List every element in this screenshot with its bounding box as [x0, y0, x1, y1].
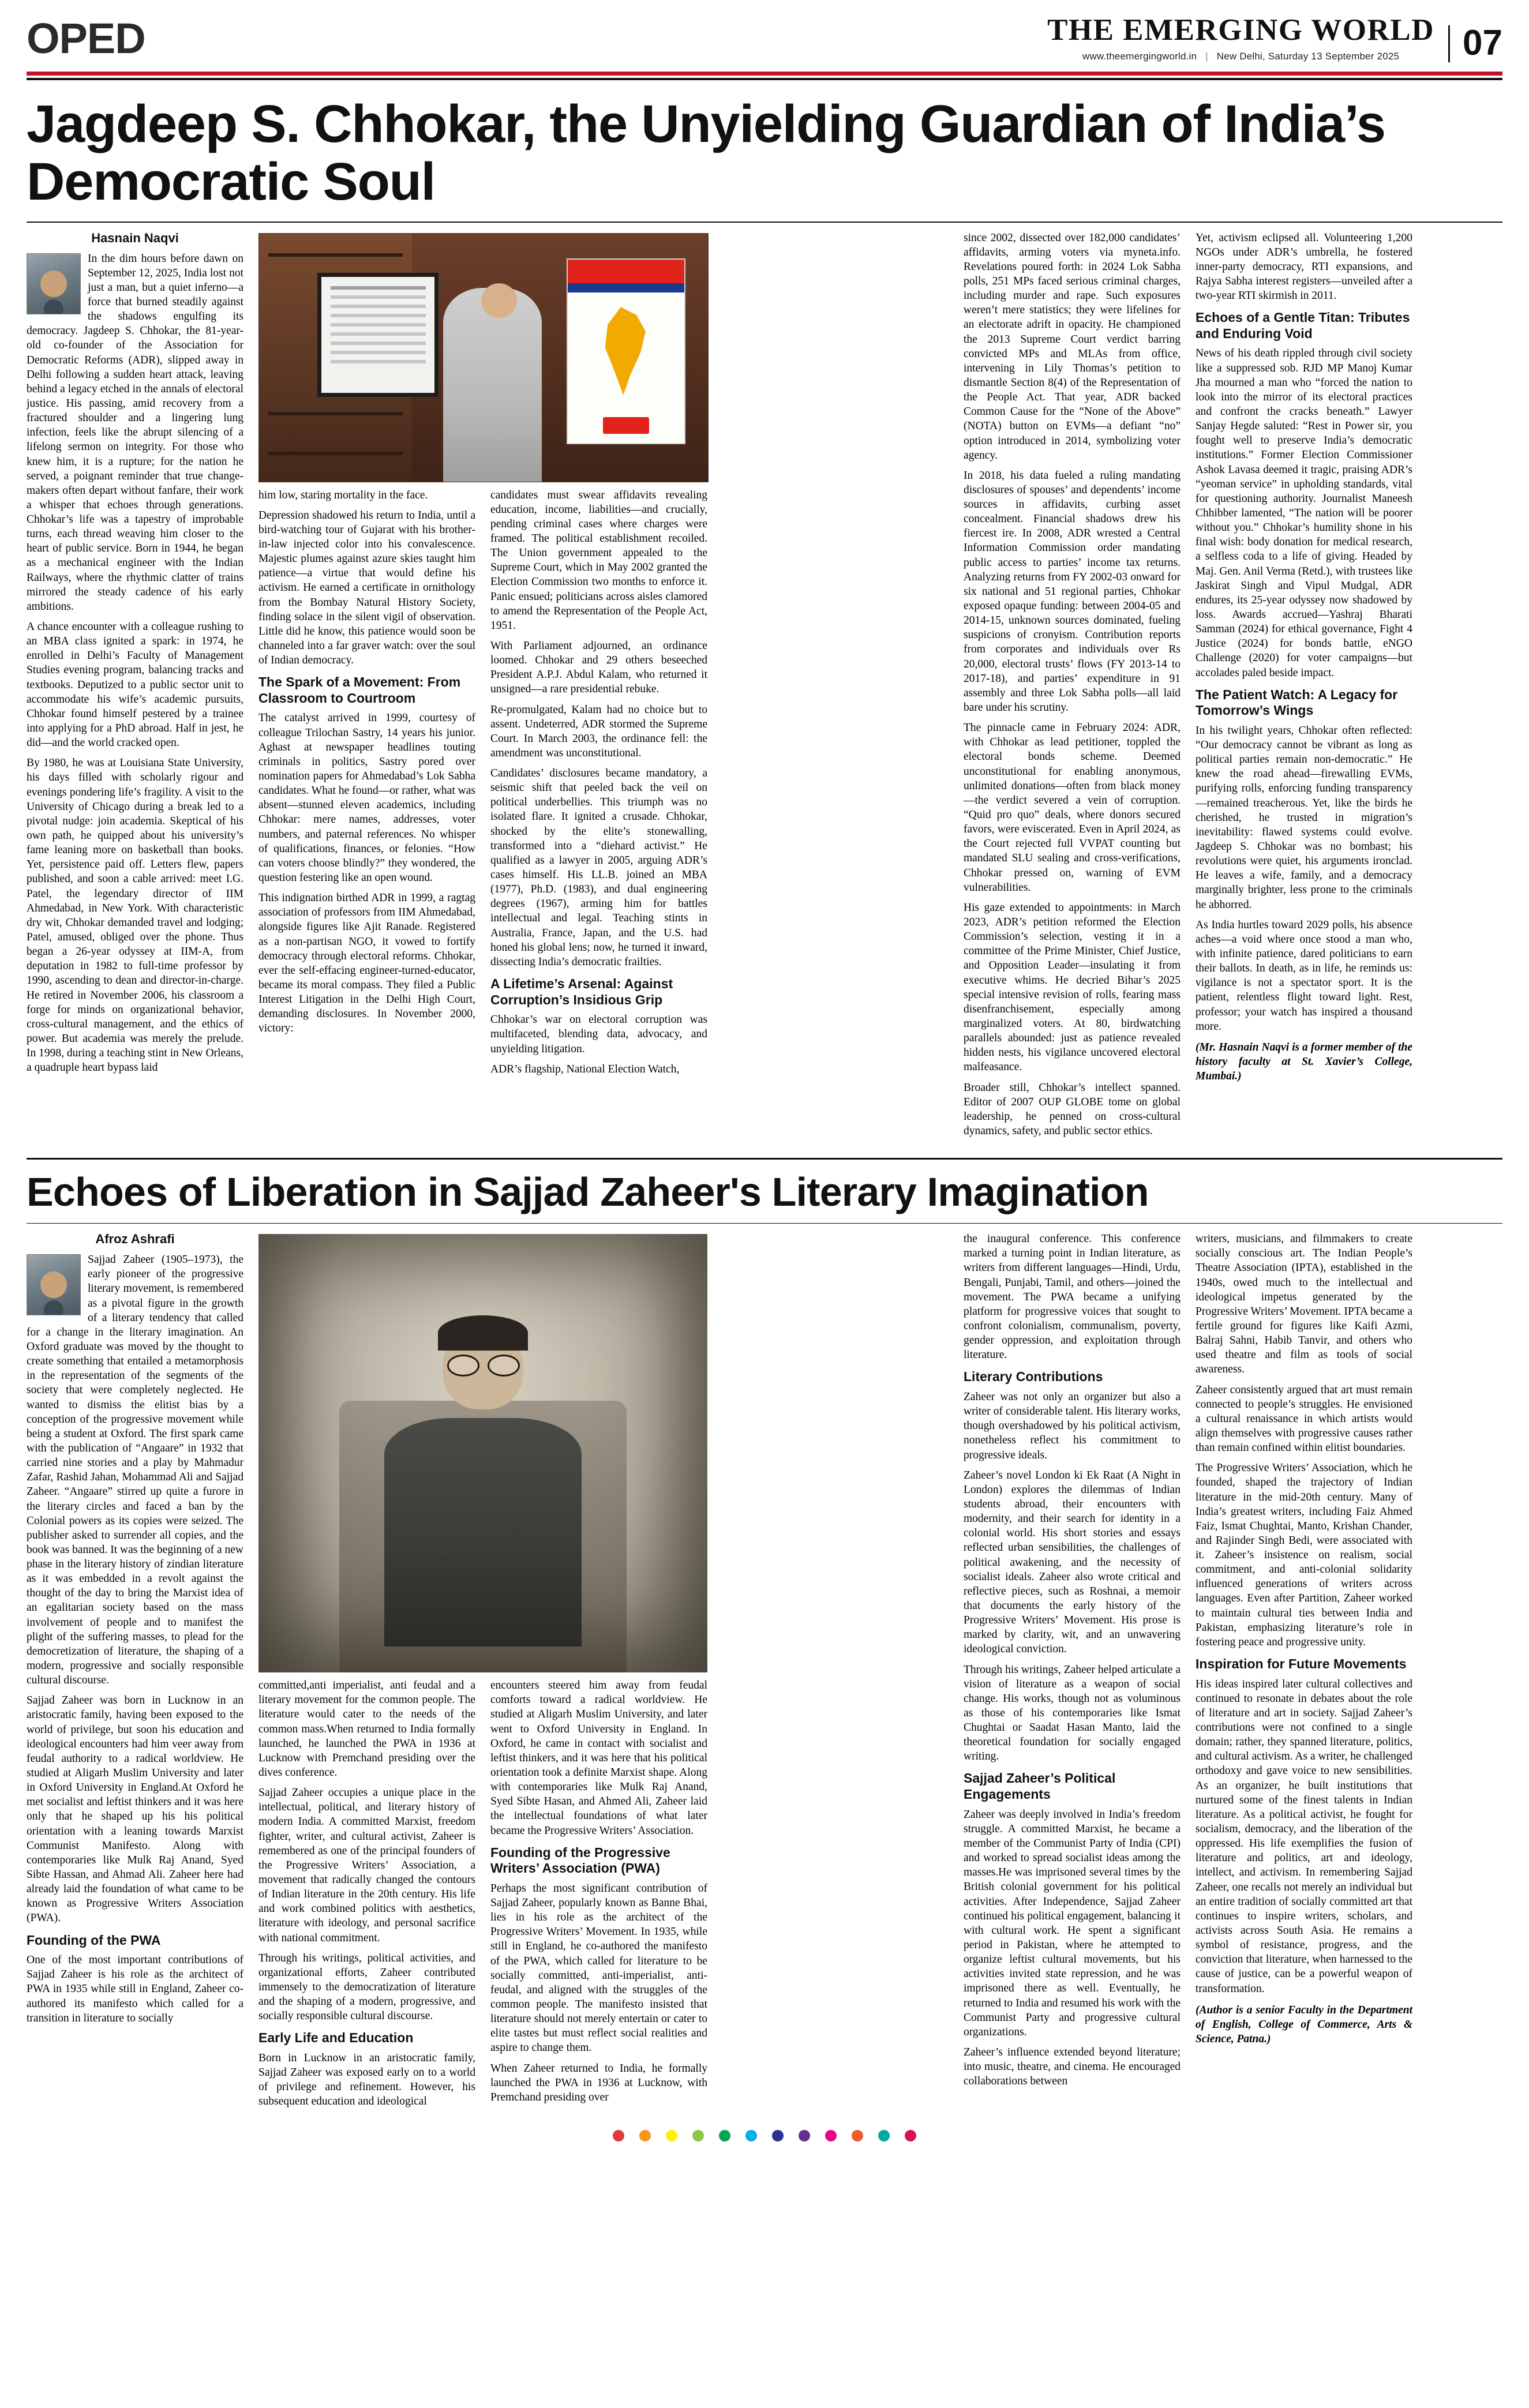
article1-author-note: (Mr. Hasnain Naqvi is a former member of the history faculty at St. Xavier’s College, Mumbai.) — [1196, 1041, 1412, 1082]
registration-dot — [692, 2130, 704, 2141]
article2-author-note: (Author is a senior Faculty in the Department of English, College of Commerce, Arts & Science, Patna.) — [1196, 2004, 1412, 2046]
article2-subhead-political: Sajjad Zaheer’s Political Engagements — [964, 1771, 1116, 1802]
paragraph: Yet, activism eclipsed all. Volunteering 1,200 NGOs under ADR’s umbrella, he fostered inner-party democracy, RTI expansions, and Rajya Sabha interest registers—unveiled after a two-year RTI skirmish in 2011. — [1196, 231, 1412, 302]
paragraph: A chance encounter with a colleague rushing to an MBA class ignited a spark: in 1974, he enrolled in Delhi’s Faculty of Management Studies evening program, balancing tracks and textbooks. Deputized to a public sector unit to accommodate his wife’s academic pursuits, Chhokar found himself pestered by a trainee into applying for a PhD abroad. Half in jest, he did—and the world cracked open. — [27, 621, 243, 749]
paragraph: Re-promulgated, Kalam had no choice but to assent. Undeterred, ADR stormed the Supreme Court. In March 2003, the ordinance fell: the amendment was unconstitutional. — [490, 703, 707, 759]
article2-byline: Afroz Ashrafi — [95, 1232, 175, 1247]
paragraph: the inaugural conference. This conference marked a turning point in Indian literature, as writers from different languages—Hindi, Urdu, Bengali, Punjabi, Tamil, and others—joined the movement. The PWA became a unifying platform for progressive voices that sought to confront colonialism, communalism, poverty, gender oppression, and exploitation through literature. — [964, 1233, 1181, 1361]
registration-dot — [878, 2130, 890, 2141]
registration-dot — [772, 2130, 784, 2141]
registration-dot — [825, 2130, 837, 2141]
paragraph: Broader still, Chhokar’s intellect spanned. Editor of 2007 OUP GLOBE tome on global leadership, he penned on cross-cultural dynamics, safety, and public sector ethics. — [964, 1081, 1181, 1137]
paragraph: Chhokar’s war on electoral corruption was multifaceted, blending data, advocacy, and unyielding litigation. — [490, 1014, 707, 1055]
paragraph: With Parliament adjourned, an ordinance loomed. Chhokar and 29 others beseeched President A.P.J. Abdul Kalam, who returned it unsigned—a rare presidential rebuke. — [490, 639, 707, 696]
article2-subhead-literary: Literary Contributions — [964, 1369, 1103, 1385]
article2-subhead-inspiration: Inspiration for Future Movements — [1196, 1656, 1407, 1672]
article1-headline: Jagdeep S. Chhokar, the Unyielding Guardian of India’s Democratic Soul — [27, 95, 1385, 212]
author-portrait — [27, 1254, 81, 1315]
article1-column-5 — [1196, 231, 1412, 1090]
article2-column-3 — [490, 1678, 707, 2110]
paper-website[interactable]: www.theemergingworld.in — [1082, 51, 1197, 62]
author-portrait — [27, 253, 81, 314]
paragraph: Perhaps the most significant contribution of Sajjad Zaheer, popularly known as Banne Bhai, lies in his role as the architect of the Progressive Writers’ Movement. In 1935, while still in England, he co-authored the manifesto of the PWA, which called for literature to be socially committed, anti-imperialist, anti-feudal, and aligned with the struggles of the common people. The manifesto insisted that literature should not merely entertain or cater to elite tastes but must reflect social realities and aspire to change them. — [490, 1882, 707, 2054]
paper-title: THE EMERGING WORLD — [1047, 13, 1435, 47]
paragraph: The catalyst arrived in 1999, courtesy of colleague Trilochan Sastry, 14 years his junior. Aghast at newspaper headlines touting criminals in politics, Sastry pored over nomination papers for Ahmedabad’s Lok Sabha candidates. What he found—or rather, what was absent—stunned eleven academics, including Chhokar: mere names, addresses, voter numbers, and paternal references. No whisper of qualifications, finances, or felonies. “How can voters choose blindly?” they wondered, the question festering like an open wound. — [258, 712, 475, 884]
paragraph: Through his writings, Zaheer helped articulate a vision of literature as a weapon of social change. His works, though not as voluminous as those of his contemporaries like Ismat Chughtai or Saadat Hasan Manto, laid the theoretical foundation for socially engaged writing. — [964, 1663, 1181, 1763]
article2-subhead-founding-pwa: Founding of the PWA — [27, 1932, 161, 1948]
paragraph: News of his death rippled through civil society like a suppressed sob. RJD MP Manoj Kumar Jha mourned a man who “forced the nation to look into the mirror of its electoral practices and confront the cracks beneath.” Lawyer Sanjay Hegde saluted: “Rest in Power sir, you fought well to preserve India’s democratic institutions.” Former Election Commissioner Ashok Lavasa deemed it tragic, praising ADR’s “yeoman service” in upholding standards, vital for questioning authority. Journalist Maneesh Chhibber lamented, “The nation will be poorer without you.” Chhokar’s humility shone in his final wish: body donation for medical research, a selfless coda to a life of giving. Headed by Maj. Gen. Anil Verma (Retd.), with trustees like Jaskirat Singh and Vipul Mudgal, ADR endures, its 25-year odyssey now shadowed by loss. Awards accrued—Yashraj Bharati Samman (2024) for ethical governance, Fight 4 Justice (2024) for bonds battle, eNGO Challenge (2020) for voter campaigns—but accolades paled beside impact. — [1196, 347, 1412, 679]
paragraph: candidates must swear affidavits revealing education, income, liabilities—and crucially, pending criminal cases where charges were framed. The political establishment recoiled. The Union government appealed to the Supreme Court, which in May 2002 granted the Election Commission two months to enforce it. Panic ensued; politicians across aisles clamored to amend the Representation of the People Act, 1951. — [490, 489, 707, 632]
masthead-red-rule — [27, 72, 1502, 76]
article2-column-4 — [964, 1232, 1181, 2094]
paragraph: Zaheer was not only an organizer but also a writer of considerable talent. His literary works, though overshadowed by his political activism, nonetheless reflect his commitment to progressive ideals. — [964, 1390, 1181, 1461]
article1-subhead-legacy: The Patient Watch: A Legacy for Tomorrow’s Wings — [1196, 687, 1398, 718]
paragraph: Sajjad Zaheer (1905–1973), the early pioneer of the progressive literary movement, is remembered as a pivotal figure in the growth of a literary tendency that called for a change in the literary imagination. An Oxford graduate was moved by the thought to create something that entailed a metamorphosis in the representation of the segments of the society that were completely neglected. He wanted to dismiss the elitist bias by a conception of the progressive movement while being a student at Oxford. The first spark came with the publication of “Angaare” in 1932 that carried nine stories and a play by Mahmadur Zafar, Rashid Jahan, Mohammad Ali and Sajjad Zaheer. “Angaare” stirred up quite a furore in the literary circles and faced a ban by the Colonial powers as its copies were seized. The publisher asked to surrender all copies, and the book was banned. It was the beginning of a new phase in the literary history of zindian literature as it was embedded in a revolt against the thought of the day to bring the Marxist idea of an egalitarian society based on the mass involvement of people and to manifest the plight of the suffering masses, to plead for the democretization of literature, the shaping of a modern, progressive and socially responsible cultural discourse. — [27, 1254, 243, 1687]
article1-column-2 — [258, 488, 475, 1042]
paragraph: committed,anti imperialist, anti feudal and a literary movement for the common people. The literature would cater to the needs of the common mass.When returned to India formally launched, he launched the PWA in 1936 at Lucknow with Premchand presiding over the dives conference. — [258, 1679, 475, 1779]
registration-dot — [719, 2130, 730, 2141]
paragraph: since 2002, dissected over 182,000 candidates’ affidavits, arming voters via myneta.info. Revelations poured forth: in 2024 Lok Sabha polls, 251 MPs faced serious criminal charges, including murder and rape. Such exposures weren’t mere statistics; they were lifelines for an electorate adrift in opacity. He championed the 2013 Supreme Court verdict barring convicted MPs and MLAs from office, intervening in Lily Thomas’s petition to dismantle Section 8(4) of the Representation of the People Act. That year, ADR backed Common Cause for the “None of the Above” (NOTA) button on EVMs—a defiant “no” option introduced in 2014, symbolizing voter agency. — [964, 231, 1181, 462]
registration-dot — [613, 2130, 624, 2141]
paragraph: Sajjad Zaheer occupies a unique place in the intellectual, political, and literary history of modern India. A committed Marxist, freedom fighter, writer, and cultural activist, Zaheer is remembered as one of the principal founders of the Progressive Writers’ Association, a movement that radically changed the contours of Indian literature in the 20th century. His life and work combined politics with aesthetics, literature with ideology, and personal sacrifice with national commitment. — [258, 1787, 475, 1944]
paragraph: Through his writings, political activities, and organizational efforts, Zaheer contributed immensely to the democratization of literature and the shaping of a modern, progressive, and socially responsible cultural discourse. — [258, 1952, 475, 2023]
article1-columns-2-3 — [258, 231, 949, 1082]
masthead — [0, 0, 1529, 62]
article2-subhead-founding-association: Founding of the Progressive Writers’ Association (PWA) — [490, 1844, 670, 1876]
article1 — [0, 223, 1529, 1145]
article1-column-1 — [27, 231, 243, 1081]
article1-photo — [258, 233, 709, 482]
paragraph: In his twilight years, Chhokar often reflected: “Our democracy cannot be vibrant as long as political parties remain non-democratic.” He knew the road ahead—firewalling EVMs, purifying rolls, enforcing funding transparency—remained treacherous. Yet, like the birds he cherished, he trusted in migration’s inevitability: flawed systems could evolve. Jagdeep S. Chhokar was no bombast; his revolutions were quiet, his arguments ironclad. He leaves a wife, family, and a democracy marginally brighter, less prone to the criminals he abhorred. — [1196, 724, 1412, 911]
article2-headline: Echoes of Liberation in Sajjad Zaheer's Literary Imagination — [27, 1169, 1149, 1215]
paragraph: The Progressive Writers’ Association, which he founded, shaped the trajectory of Indian literature in the mid-20th century. Many of India’s greatest writers, including Faiz Ahmed Faiz, Ismat Chughtai, Manto, Krishan Chander, and Rajinder Singh Bedi, were associated with it. Zaheer’s insistence on realism, social commitment, and anti-colonial solidarity influenced generations of writers across languages. Even after Partition, Zaheer worked to maintain cultural ties between India and Pakistan, emphasizing literature’s role in fostering peace and progressive unity. — [1196, 1462, 1412, 1648]
paragraph: His ideas inspired later cultural collectives and continued to resonate in debates about the role of literature and art in society. Sajjad Zaheer’s contributions were not confined to a single domain; rather, they spanned literature, politics, and cultural activism. As a writer, he challenged orthodoxy and gave voice to new sensibilities. As an organizer, he built institutions that nurtured some of the finest talents in Indian literature. As a political activist, he fought for socialism, democracy, and the liberation of the oppressed. His life exemplifies the fusion of literature and politics, art and ideology, intellect, and activism. In remembering Sajjad Zaheer, one recalls not merely an individual but an entire tradition of socially committed art that continues to inspire writers, scholars, and activists across South Asia. He remains a symbol of resistance, progress, and the conviction that literature, when harnessed to the cause of justice, can be a powerful weapon of transformation. — [1196, 1678, 1412, 1995]
paragraph: ADR’s flagship, National Election Watch, — [490, 1063, 680, 1075]
registration-dot — [745, 2130, 757, 2141]
paragraph: As India hurtles toward 2029 polls, his absence aches—a void where once stood a man who, with infinite patience, dared politicians to earn their ballots. In death, as in life, he reminds us: vigilance is not a spectator sport. It is the patient, relentless flight toward light. Rest, professor; your watch has inspired a thousand more. — [1196, 918, 1412, 1033]
registration-dot — [905, 2130, 916, 2141]
article2 — [0, 1224, 1529, 2114]
registration-dot — [799, 2130, 810, 2141]
article1-column-3 — [490, 488, 707, 1082]
article2-column-1 — [27, 1232, 243, 2031]
registration-dot — [666, 2130, 677, 2141]
paragraph: Zaheer was deeply involved in India’s freedom struggle. A committed Marxist, he became a member of the Communist Party of India (CPI) and worked to spread socialist ideas among the masses.He was imprisoned several times by the British colonial government for his political activities. After Independence, Sajjad Zaheer continued his political engagement, balancing it with cultural work. He spent a significant period in Pakistan, where he attempted to organize leftist cultural movements, but his activities invited state repression, and he was imprisoned there as well. Eventually, he returned to India and resumed his work with the Communist Party and progressive cultural organizations. — [964, 1808, 1181, 2038]
paragraph: Depression shadowed his return to India, until a bird-watching tour of Gujarat with his brother-in-law injected color into his convalescence. Majestic plumes against azure skies taught him patience—a virtue that would define his activism. He earned a certificate in ornithology from the Bombay Natural History Society, finding solace in the silent vigil of observation. Little did he know, this patience would soon be channeled into a far graver watch: over the soul of Indian democracy. — [258, 509, 475, 667]
paper-title-block — [1047, 15, 1448, 62]
section-title: OPED — [27, 14, 145, 62]
article1-byline: Hasnain Naqvi — [91, 230, 179, 245]
paragraph: writers, musicians, and filmmakers to create socially conscious art. The Indian People’s Theatre Association (IPTA), established in the 1940s, owed much to the intellectual and ideological impetus generated by the Progressive Writers’ Movement. IPTA became a fertile ground for figures like Kaifi Azmi, Balraj Sahni, Habib Tanvir, and others who used theatre and film as tools of social awareness. — [1196, 1233, 1412, 1376]
article2-column-2 — [258, 1678, 475, 2114]
paragraph: encounters steered him away from feudal comforts toward a radical worldview. He studied at Aligarh Muslim University, and later went to Oxford University in England. In Oxford, he came in contact with socialist and leftist thinkers, and it was here that his political orientation took a definite Marxist shape. Along with contemporaries like Mulk Raj Anand, Syed Sibte Hasan, and Ahmed Ali, Zaheer laid the intellectual foundations of what later became the Progressive Writers’ Association. — [490, 1679, 707, 1837]
paragraph: Candidates’ disclosures became mandatory, a seismic shift that peeled back the veil on political underbellies. This triumph was no isolated flare. It ignited a crusade. Chhokar, shocked by the elite’s stonewalling, transformed into a “diehard activist.” He qualified as a lawyer in 2005, arguing ADR’s cases himself. His LL.B. joined an MBA (1977), Ph.D. (1983), and dual engineering degrees (1967), arming him for battles intellectual and legal. Teaching stints in Australia, France, Japan, and the U.S. had honed his global lens; now, he turned it inward, dissecting India’s democratic frailties. — [490, 767, 707, 968]
article1-subhead-spark: The Spark of a Movement: From Classroom to Courtroom — [258, 674, 461, 706]
article1-subhead-tributes: Echoes of a Gentle Titan: Tributes and Enduring Void — [1196, 310, 1410, 341]
subline-separator: | — [1205, 51, 1208, 62]
article1-column-4 — [964, 231, 1181, 1145]
paper-edition: New Delhi, Saturday 13 September 2025 — [1216, 51, 1400, 62]
paragraph: His gaze extended to appointments: in March 2023, ADR’s petition reformed the Election Commission’s selection, vesting it in a committee of the Prime Minister, Chief Justice, and Opposition Leader—insulating it from executive whims. He decried Bihar’s 2025 special intensive revision of rolls, fearing mass disenfranchisement, especially among marginalized voters. At 80, birdwatching parallels abounded: just as patience revealed hidden nests, his vigilance uncovered electoral malfeasance. — [964, 901, 1181, 1074]
registration-dot — [852, 2130, 863, 2141]
paragraph: By 1980, he was at Louisiana State University, his days filled with scholarly rigour and evenings pondering life’s fragility. A visit to the University of Chicago during a break led to a pivotal nudge: join academia. Skeptical of his own path, he quipped about his university’s fame leaning more on basketball than books. Yet, persistence paid off. Letters flew, papers published, and soon a cable arrived: meet I.G. Patel, the legendary director of IIM Ahmedabad, in New York. With characteristic dry wit, Chhokar demanded travel and lodging; Patel, amused, obliged over the phone. Thus began a 26-year odyssey at IIM-A, from deputation in 1982 to full-time professor by 1990, ascending to dean and director-in-charge. He retired in November 2006, his classroom a forge for minds on organizational behavior, cross-cultural management, and the ethics of power. But academia was merely the prelude. In 1998, during a teaching stint in New Orleans, a quadruple heart bypass laid — [27, 757, 243, 1074]
masthead-right — [217, 15, 1502, 62]
paragraph: Sajjad Zaheer was born in Lucknow in an aristocratic family, having been exposed to the world of privilege, but soon his education and ideological encounters had him veer away from feudal authority to a radical worldview. He studied at Aligarh Muslim University and later in Oxford University in England.At Oxford he met socialist and leftist thinkers and it was here only that he shaped up his his political orientation with a leaning towards Marxist Communist Manifesto. Along with contemporaries like Mulk Raj Anand, Syed Sibte Hassan, and Ahmad Ali. Zaheer here had already laid the foundation of what came to be known as Progressive Writers Association (PWA). — [27, 1694, 243, 1925]
article2-photo — [258, 1234, 707, 1672]
paragraph: The pinnacle came in February 2024: ADR, with Chhokar as lead petitioner, toppled the electoral bonds scheme. Deemed unconstitutional for enabling anonymous, unlimited donations—often from black money—the verdict severed a vein of corruption. “Quid pro quo” deals, where donors secured favors, were eviscerated. Even in April 2024, as the Court rejected full VVPAT counting but mandated SLU sealing and cross-verifications, Chhokar pressed on, warning of EVM vulnerabilities. — [964, 722, 1181, 894]
paragraph: In the dim hours before dawn on September 12, 2025, India lost not just a man, but a quiet inferno—a force that burned steadily against the shadows engulfing its democracy. Jagdeep S. Chhokar, the 81-year-old co-founder of the Association for Democratic Reforms (ADR), slipped away in Delhi following a sudden heart attack, leaving behind a legacy etched in the annals of electoral justice. His passing, amid recovery from a fractured shoulder and a lingering lung infection, feels like the abrupt silencing of a lifelong sermon on integrity. For those who knew him, it is a rupture; for the nation he served, a poignant reminder that true change-makers often depart without fanfare, their work a whisper that echoes through generations. Chhokar’s life was a tapestry of improbable turns, each thread weaving him closer to the heart of public service. Born in 1944, he began as a mechanical engineer with the Indian Railways, where the rhythmic clatter of trains mirrored the steady cadence of his early ambitions. — [27, 252, 243, 613]
paragraph: Zaheer consistently argued that art must remain connected to people’s struggles. He envisioned a cultural renaissance in which artists would align themselves with progressive causes rather than remain confined within elitist boundaries. — [1196, 1383, 1412, 1454]
paragraph: One of the most important contributions of Sajjad Zaheer is his role as the architect of PWA in 1935 while still in England, Zaheer co-authored its manifesto which called for a transition in literature to socially — [27, 1954, 243, 2024]
paragraph: When Zaheer returned to India, he formally launched the PWA in 1936 at Lucknow, with Premchand presiding over — [490, 2062, 707, 2103]
paragraph: Zaheer’s influence extended beyond literature; into music, theatre, and cinema. He encouraged collaborations between — [964, 2046, 1181, 2088]
article2-column-5 — [1196, 1232, 1412, 2053]
paragraph: This indignation birthed ADR in 1999, a ragtag association of professors from IIM Ahmedabad, alongside figures like Ajit Ranade. Registered as a non-partisan NGO, it vowed to fortify democracy through electoral reforms. Chhokar, ever the self-effacing engineer-turned-educator, became its moral compass. They filed a Public Interest Litigation in the Delhi High Court, demanding disclosures. In November 2000, victory: — [258, 892, 475, 1035]
registration-dot — [639, 2130, 651, 2141]
paragraph: In 2018, his data fueled a ruling mandating disclosures of spouses’ and dependents’ income sources in affidavits, curbing asset concealment. Financial shadows drew his fiercest ire. In 2008, ADR wrested a Central Information Commission order mandating public access to parties’ income tax returns. Analyzing returns from FY 2002-03 onward for six national and 51 regional parties, Chhokar exposed opaque funding: between 2004-05 and 2014-15, unknown sources dominated, fueling suspicions of cronyism. Contribution reports from corporates and individuals over Rs 20,000, electoral trusts’ flows (FY 2013-14 to 2017-18), and parties’ expenditure in 91 assembly and three Lok Sabha polls—all laid bare under his scrutiny. — [964, 469, 1181, 714]
color-registration-dots — [0, 2115, 1529, 2147]
paragraph: Born in Lucknow in an aristocratic family, Sajjad Zaheer was exposed early on to a world of privilege and refinement. However, his subsequent education and ideological — [258, 2051, 475, 2108]
page-number: 07 — [1448, 25, 1502, 62]
article1-subhead-arsenal: A Lifetime’s Arsenal: Against Corruption’s Insidious Grip — [490, 976, 673, 1007]
paper-subline — [1047, 51, 1434, 62]
article2-subhead-early-life: Early Life and Education — [258, 2030, 414, 2046]
paragraph: him low, staring mortality in the face. — [258, 489, 428, 501]
article2-columns-2-3 — [258, 1232, 949, 2114]
paragraph: Zaheer’s novel London ki Ek Raat (A Night in London) explores the dilemmas of Indian students abroad, their encounters with modernity, and their search for identity in a colonial world. His short stories and essays reflected urban sensibilities, the challenges of political awakening, and the necessity of socialist ideals. Zaheer also wrote critical and reflective pieces, such as Roshnai, a memoir that documents the early history of the Progressive Writers’ Movement. His prose is marked by clarity, wit, and an unwavering ideological conviction. — [964, 1469, 1181, 1656]
